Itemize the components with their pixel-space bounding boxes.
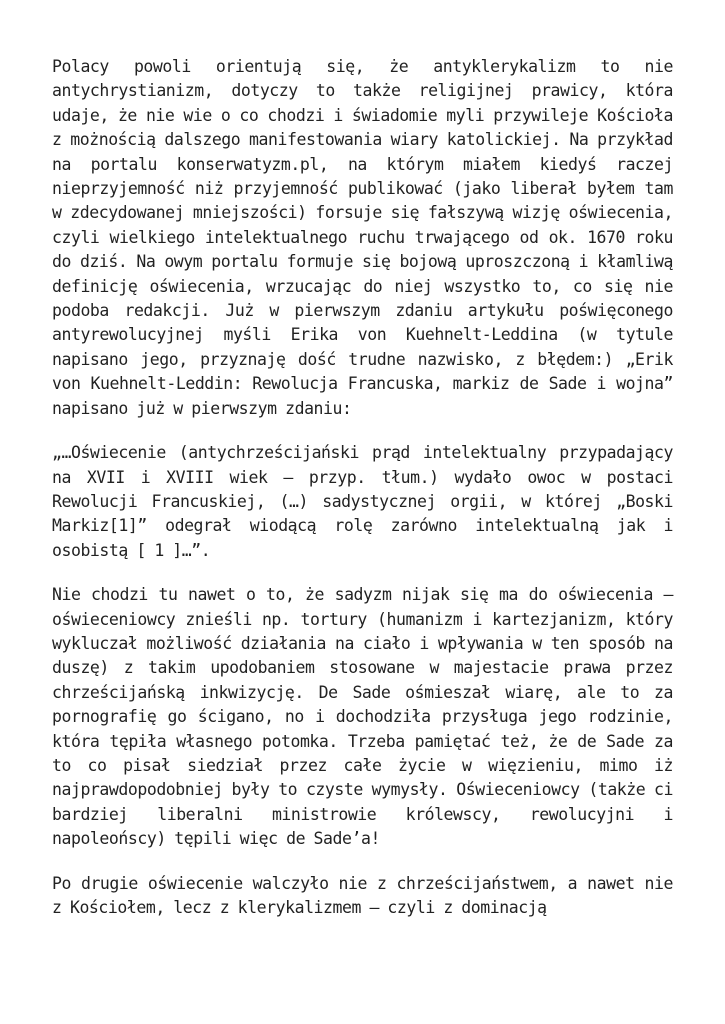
paragraph-2-quote: „…Oświecenie (antychrześcijański prąd intelektualny przypadający na XVII i XVIII wiek – przyp. tłum.) wydało owoc w postaci Rewolucji Francuskiej, (…) sadystycznej orgii, w której „Boski Markiz[1]” odegrał wiodącą rolę zarówno intelektualną jak i osobistą [ 1 ]…”. xyxy=(52,443,673,560)
paragraph-3: Nie chodzi tu nawet o to, że sadyzm nijak się ma do oświecenia – oświeceniowcy znieśli np. tortury (humanizm i kartezjanizm, który wykluczał możliwość działania na ciało i wpływania w ten sposób na duszę) z takim upodobaniem stosowane w majestacie prawa przez chrześcijańską inkwizycję. De Sade ośmieszał wiarę, ale to za pornografię go ścigano, no i dochodziła przysługa jego rodzinie, która tępiła własnego potomka. Trzeba pamiętać też, że de Sade za to co pisał siedział przez całe życie w więzieniu, mimo iż najprawdopodobniej były to czyste wymysły. Oświeceniowcy (także ci bardziej liberalni ministrowie królewscy, rewolucyjni i napoleońscy) tępili więc de Sade’a! xyxy=(52,585,673,849)
article-body xyxy=(52,55,673,940)
paragraph-1: Polacy powoli orientują się, że antyklerykalizm to nie antychrystianizm, dotyczy to także religijnej prawicy, która udaje, że nie wie o co chodzi i świadomie myli przywileje Kościoła z możnością dalszego manifestowania wiary katolickiej. Na przykład na portalu konserwatyzm.pl, na którym miałem kiedyś raczej nieprzyjemność niż przyjemność publikować (jako liberał byłem tam w zdecydowanej mniejszości) forsuje się fałszywą wizję oświecenia, czyli wielkiego intelektualnego ruchu trwającego od ok. 1670 roku do dziś. Na owym portalu formuje się bojową uproszczoną i kłamliwą definicję oświecenia, wrzucając do niej wszystko to, co się nie podoba redakcji. Już w pierwszym zdaniu artykułu poświęconego antyrewolucyjnej myśli Erika von Kuehnelt-Leddina (w tytule napisano jego, przyznaję dość trudne nazwisko, z błędem:) „Erik von Kuehnelt-Leddin: Rewolucja Francuska, markiz de Sade i wojna” napisano już w pierwszym zdaniu: xyxy=(52,57,673,418)
paragraph-4: Po drugie oświecenie walczyło nie z chrześcijaństwem, a nawet nie z Kościołem, lecz z klerykalizmem – czyli z dominacją xyxy=(52,873,673,917)
